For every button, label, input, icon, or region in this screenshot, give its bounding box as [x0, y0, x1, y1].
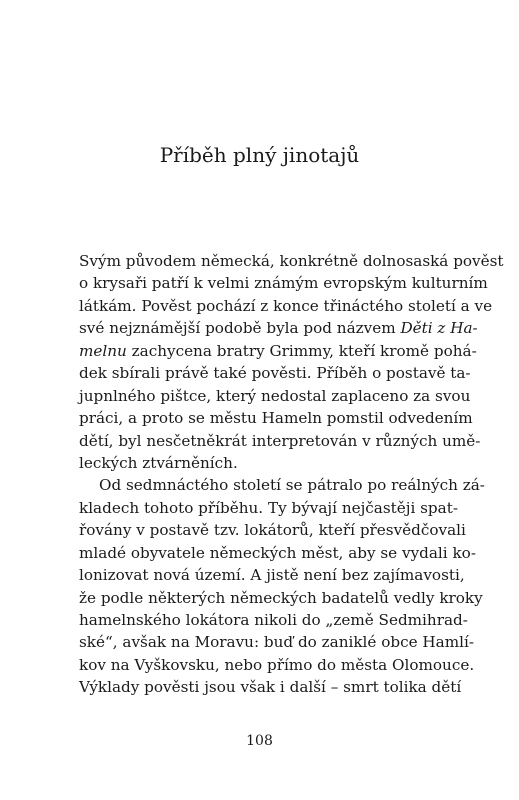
body-text — [79, 250, 504, 699]
page-number: 108 — [246, 733, 273, 749]
text-line: jupnlného pištce, který nedostal zaplaceno za svou — [79, 386, 471, 405]
text-line: lonizovat nová území. A jistě není bez zajímavosti, — [79, 566, 465, 585]
text-line: Svým původem německá, konkrétně dolnosaská pověst — [79, 252, 504, 270]
text-line: hamelnského lokátora nikoli do „země Sedmihrad- — [79, 611, 468, 629]
paragraph-1 — [79, 250, 504, 474]
text-line: ské“, avšak na Moravu: buď do zaniklé obce Hamlí- — [79, 633, 474, 652]
text-line: kladech tohoto příběhu. Ty bývají nejčastěji spat- — [79, 498, 458, 517]
text-line: dek sbírali právě také pověsti. Příběh o postavě ta- — [79, 364, 471, 383]
text-line: Od sedmnáctého století se pátralo po reálných zá- — [99, 476, 485, 495]
text-line: práci, a proto se městu Hameln pomstil odvedením — [79, 409, 473, 428]
text-line — [79, 317, 478, 339]
text-line — [79, 340, 477, 362]
text-run: své nejznámější podobě byla pod názvem — [79, 319, 401, 338]
text-line: kov na Vyškovsku, nebo přímo do města Olomouce. — [79, 655, 475, 674]
text-line: o krysaři patří k velmi známým evropským kulturním — [79, 274, 488, 293]
text-line: řovány v postavě tzv. lokátorů, kteří přesvědčovali — [79, 521, 466, 540]
text-line: leckých ztvárněních. — [79, 453, 238, 472]
text-line: dětí, byl nesčetněkrát interpretován v různých umě- — [79, 431, 481, 450]
paragraph-2 — [79, 474, 485, 698]
text-line: že podle některých německých badatelů vedly kroky — [79, 588, 483, 607]
text-run: zachycena bratry Grimmy, kteří kromě pohá- — [126, 341, 477, 360]
text-line: látkám. Pověst pochází z konce třináctého století a ve — [79, 296, 493, 315]
text-line: Výklady pověsti jsou však i další – smrt tolika dětí — [79, 678, 462, 697]
chapter-title: Příběh plný jinotajů — [159, 143, 360, 167]
book-title-italic: Děti z Ha- — [400, 319, 478, 338]
book-title-italic: melnu — [79, 341, 127, 360]
text-line: mladé obyvatele německých měst, aby se vydali ko- — [79, 543, 476, 562]
